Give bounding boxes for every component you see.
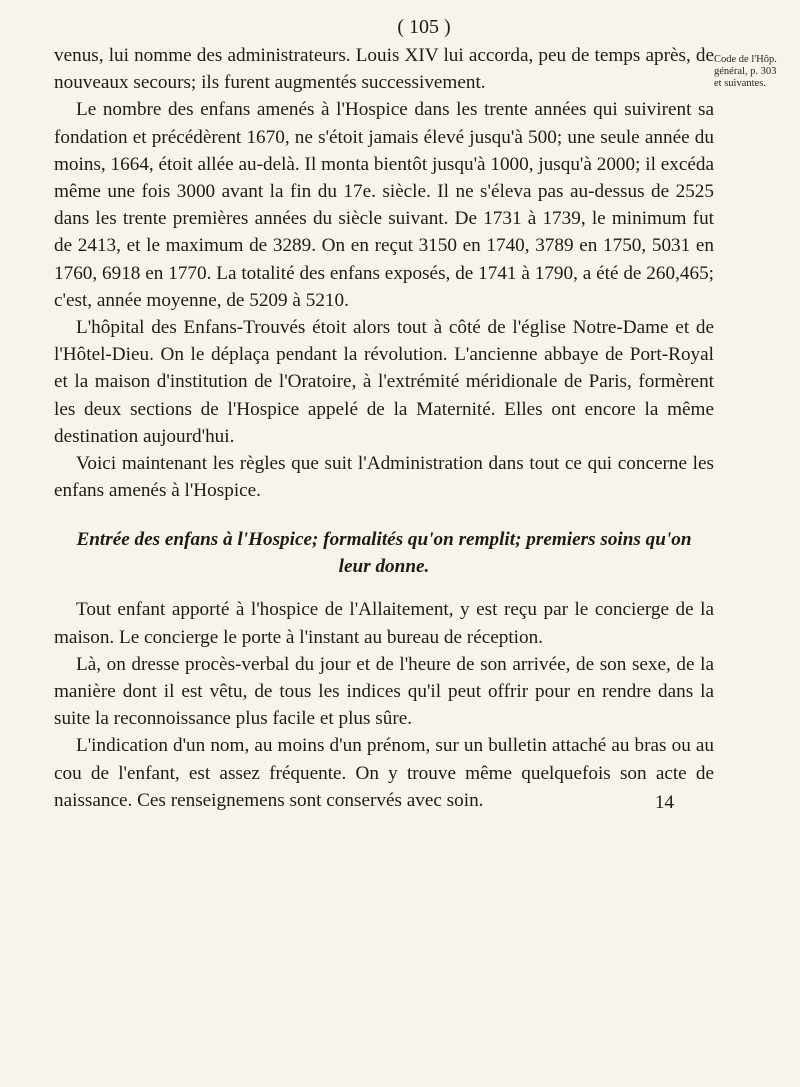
paragraph: L'hôpital des Enfans-Trouvés étoit alors tout à côté de l'église Notre-Dame et de l'Hôtel-Dieu. On le déplaça pendant la révolution. L'ancienne abbaye de Port-Royal et la maison d'institution de l'Oratoire, à l'extrémité méridionale de Paris, formèrent les deux sections de l'Hospice appelé de la Maternité. Elles ont encore la même destination aujourd'hui. bbox=[54, 317, 714, 447]
margin-note bbox=[714, 54, 800, 90]
paragraph: Là, on dresse procès-verbal du jour et de l'heure de son arrivée, de son sexe, de la manière dont il est vêtu, de tous les indices qu'il peut offrir pour en rendre dans la suite la reconnoissance plus facile et plus sûre. bbox=[54, 653, 714, 730]
body-text bbox=[54, 42, 714, 814]
book-page bbox=[54, 14, 777, 814]
paragraph: L'indication d'un nom, au moins d'un prénom, sur un bulletin attaché au bras ou au cou de l'enfant, est assez fréquente. On y trouve même quelquefois son acte de naissance. Ces renseignemens sont conservés avec soin. bbox=[54, 735, 714, 811]
paragraph: Le nombre des enfans amenés à l'Hospice dans les trente années qui suivirent sa fondation et précédèrent 1670, ne s'étoit jamais élevé jusqu'à 500; une seule année du moins, 1664, étoit allée au-delà. Il monta bientôt jusqu'à 1000, jusqu'à 2000; il excéda même une fois 3000 avant la fin du 17e. siècle. Il ne s'éleva pas au-dessus de 2525 dans les trente premières années du siècle suivant. De 1731 à 1739, le minimum fut de 2413, et le maximum de 3289. On en reçut 3150 en 1740, 3789 en 1750, 5031 en 1760, 6918 en 1770. La totalité des enfans exposés, de 1741 à 1790, a été de 260,465; c'est, année moyenne, de 5209 à 5210. bbox=[54, 99, 714, 311]
margin-note-line: et suivantes. bbox=[714, 78, 766, 89]
section-heading: Entrée des enfans à l'Hospice; formalités qu'on remplit; premiers soins qu'on leur donne. bbox=[76, 529, 692, 578]
margin-note-line: général, p. 303 bbox=[714, 66, 777, 77]
signature-mark: 14 bbox=[654, 792, 674, 814]
paragraph: Voici maintenant les règles que suit l'Administration dans tout ce qui concerne les enfans amenés à l'Hospice. bbox=[54, 453, 714, 502]
paragraph: Tout enfant apporté à l'hospice de l'Allaitement, y est reçu par le concierge de la maison. Le concierge le porte à l'instant au bureau de réception. bbox=[54, 599, 714, 648]
page-number: ( 105 ) bbox=[397, 16, 451, 38]
margin-note-line: Code de l'Hôp. bbox=[714, 54, 777, 65]
last-paragraph-wrap bbox=[54, 732, 714, 814]
paragraph: venus, lui nomme des administrateurs. Louis XIV lui accorda, peu de temps après, de nouveaux secours; ils furent augmentés successivement. bbox=[54, 45, 714, 94]
